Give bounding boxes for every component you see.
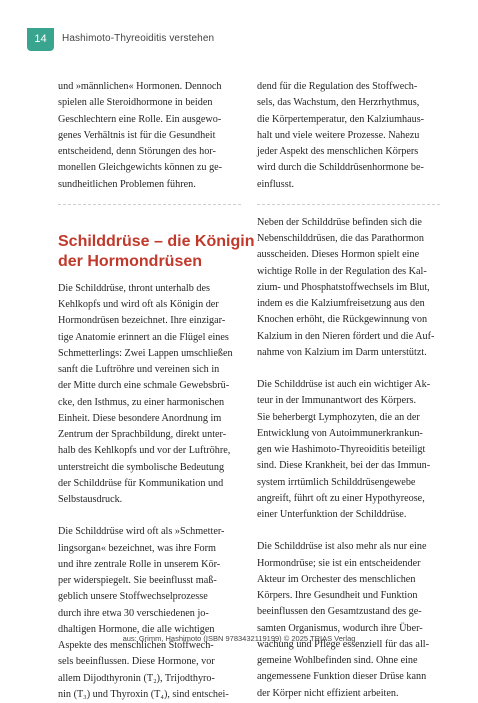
text-line: gemeine Wohlbefinden sind. Ohne eine (257, 655, 418, 666)
text-line: Akteur im Orchester des menschlichen (257, 573, 416, 585)
text-line: Hormondrüse; sie ist ein entscheidender (257, 557, 421, 569)
text-line: gen wie Hashimoto-Thyreoiditis beteiligt (257, 444, 426, 455)
text-line: Neben der Schilddrüse befinden sich die (257, 216, 422, 228)
text-line: Kalzium in den Nieren fördert und die Auf- (257, 330, 435, 342)
paragraph (257, 79, 440, 193)
text-line: halt und viele weitere Prozesse. Nahezu (257, 129, 420, 141)
text-line: entscheidend, denn Störungen des hor- (58, 146, 216, 157)
text-line: spielen alle Steroidhormone in beiden (58, 97, 213, 109)
text-line: einflusst. (257, 178, 295, 190)
text-line: samten Organismus, wodurch ihre Über- (257, 622, 423, 634)
intro-paragraph (58, 79, 241, 193)
text-line: geblich unsere Stoffwechselprozesse (58, 591, 208, 603)
section-divider (58, 204, 241, 205)
text-line: monellen Gleichgewichts können zu ge- (58, 162, 223, 174)
text-line: dhaltigen Hormone, die alle wichtigen (58, 623, 215, 635)
text-line: sanft die Luftröhre und vereinen sich in (58, 364, 220, 375)
paragraph (257, 215, 440, 361)
text-line: system irrtümlich Schilddrüsengewebe (257, 476, 416, 488)
text-line: beeinflussen den Gesamtzustand des ge- (257, 606, 422, 618)
text-line: Aspekte des menschlichen Stoffwech- (58, 640, 214, 651)
text-line: dend für die Regulation des Stoffwech- (257, 81, 418, 92)
text-line: Die Schilddrüse, thront unterhalb des (58, 282, 210, 294)
text-line: Geschlechtern eine Rolle. Ein ausgewo- (58, 113, 222, 125)
page-number-badge: 14 (27, 28, 54, 51)
paragraph (257, 539, 440, 702)
running-title: Hashimoto-Thyreoiditis verstehen (62, 33, 215, 44)
text-line: cke, den Isthmus, zu einer harmonischen (58, 396, 225, 408)
text-line: wichtige Rolle in der Regulation des Kal- (257, 265, 427, 277)
text-line: der Schilddrüse für Kommunikation und (58, 477, 224, 489)
paragraph (58, 524, 241, 703)
text-line: allem Dijodthyronin (T₂), Trijodthyro- (58, 672, 215, 684)
text-line: angreift, führt oft zu einer Hypothyreose, (257, 492, 425, 504)
text-line: nahme von Kalzium im Darm unterstützt. (257, 346, 427, 358)
text-line: sels, das Wachstum, den Herzrhythmus, (257, 97, 420, 109)
text-line: die Körpertemperatur, den Kalziumhaus- (257, 113, 425, 125)
text-line: indem es die Kalziumfreisetzung aus den (257, 298, 425, 309)
text-line: Schmetterlings: Zwei Lappen umschließen (58, 347, 233, 359)
text-line: genes Verhältnis ist für die Gesundheit (58, 129, 216, 141)
text-line: Entwicklung von Autoimmunerkrankun- (257, 427, 423, 439)
text-line: Nebenschilddrüsen, die das Parathormon (257, 233, 424, 244)
text-line: unterstreicht die symbolische Bedeutung (58, 461, 225, 473)
text-line: Hormondrüsen bezeichnet. Ihre einzigar- (58, 315, 226, 327)
text-line: und ihre zentrale Rolle in unserem Kör- (58, 558, 221, 570)
text-line: einer Unterfunktion der Schilddrüse. (257, 509, 407, 520)
text-line: wachung und Pflege essenziell für das all- (257, 638, 429, 650)
text-line: per widerspiegelt. Sie beeinflusst maß- (58, 575, 217, 586)
text-line: Kehlkopfs und wird oft als Königin der (58, 299, 219, 310)
text-line: lingsorgan« bezeichnet, was ihre Form (58, 542, 216, 554)
text-line: sind. Diese Krankheit, bei der das Immun- (257, 460, 431, 472)
footer-citation: aus: Grimm, Hashimoto (ISBN 9783432119199) © 2025 TRIAS Verlag (122, 634, 356, 643)
text-line: sels beeinflussen. Diese Hormone, vor (58, 656, 215, 668)
text-line: halb des Kehlkopfs und vor der Luftröhre, (58, 445, 231, 457)
text-line: wird durch die Schilddrüsenhormone be- (257, 162, 424, 174)
text-line: tige Anatomie erinnert an die Flügel eines (58, 331, 229, 343)
text-line: Die Schilddrüse ist also mehr als nur eine (257, 541, 427, 553)
text-line: Schilddrüse – die Königin (58, 232, 255, 250)
text-line: teur in der Immunantwort des Körpers. (257, 395, 416, 407)
paragraph (58, 281, 241, 509)
text-line: nin (T₃) und Thyroxin (T₄), sind entschei- (58, 688, 229, 700)
text-line: Selbstausdruck. (58, 494, 123, 505)
text-line: Sie beherbergt Lymphozyten, die an der (257, 411, 420, 423)
text-line: und »männlichen« Hormonen. Dennoch (58, 81, 222, 92)
text-line: angemessene Funktion dieser Drüse kann (257, 671, 427, 683)
paragraph (257, 377, 440, 523)
text-line: jeder Aspekt des menschlichen Körpers (257, 146, 419, 157)
text-line: Körpers. Ihre Gesundheit und Funktion (257, 590, 418, 601)
text-line: zium- und Phosphatstoffwechsels im Blut, (257, 281, 430, 293)
text-line: der Mitte durch eine schmale Gewebsbrü- (58, 380, 230, 392)
section-divider (257, 204, 440, 205)
section-heading (58, 215, 255, 272)
text-line: sundheitlichen Problemen führen. (58, 178, 196, 190)
text-line: Die Schilddrüse ist auch ein wichtiger Ak- (257, 379, 431, 390)
text-line: Knochen erhöht, die Rückgewinnung von (257, 314, 428, 326)
right-column (257, 79, 440, 702)
text-line: der Körper nicht effizient arbeiten. (257, 687, 399, 699)
text-line: Die Schilddrüse wird oft als »Schmetter- (58, 526, 225, 538)
text-line: ausscheiden. Dieses Hormon spielt eine (257, 249, 420, 261)
text-line: der Hormondrüsen (58, 252, 203, 270)
text-line: Einheit. Diese besondere Anordnung im (58, 412, 222, 424)
left-column (58, 79, 255, 703)
text-line: Zentrum der Sprachbildung, direkt unter- (58, 429, 227, 440)
text-line: durch ihre etwa 30 verschiedenen jo- (58, 607, 209, 619)
